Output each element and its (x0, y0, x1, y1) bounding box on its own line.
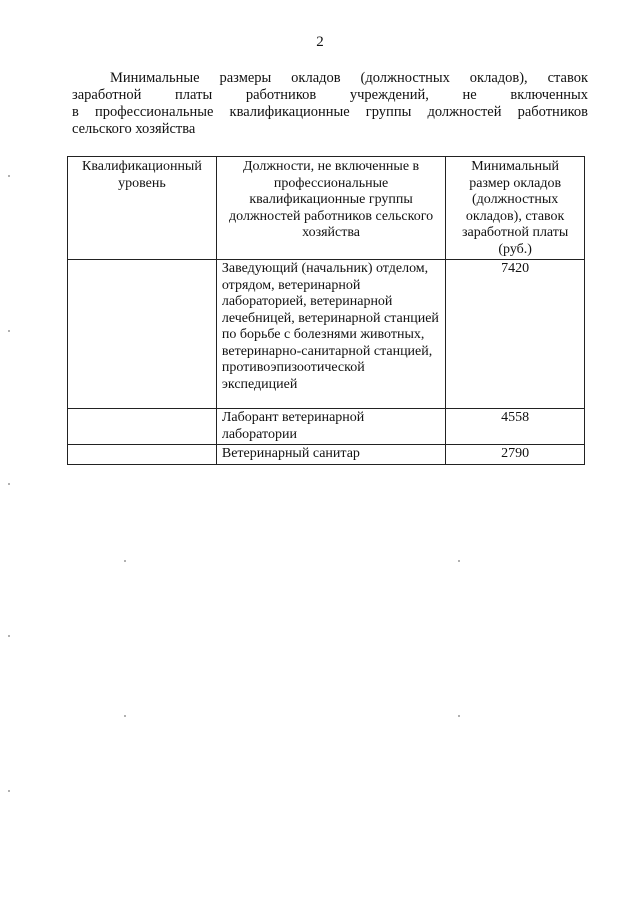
scan-speck (458, 715, 460, 717)
cell-level (68, 445, 217, 465)
cell-level (68, 409, 217, 445)
scan-speck (8, 330, 10, 332)
cell-salary: 4558 (446, 409, 585, 445)
cell-salary: 7420 (446, 260, 585, 409)
header-minimum-salary: Минимальный размер окладов (должностных окладов), ставок заработной платы (руб.) (446, 157, 585, 260)
table-row (68, 409, 585, 445)
table-row (68, 260, 585, 409)
intro-paragraph (72, 70, 588, 138)
scan-speck (8, 175, 10, 177)
scan-speck (8, 635, 10, 637)
header-positions: Должности, не включенные в профессиональные квалификационные группы должностей работников сельского хозяйства (216, 157, 445, 260)
table-header-row (68, 157, 585, 260)
scan-speck (8, 483, 10, 485)
scan-speck (124, 715, 126, 717)
scan-speck (458, 560, 460, 562)
intro-line: Минимальные размеры окладов (должностных окладов), ставок (110, 70, 588, 86)
salary-table (67, 156, 585, 465)
cell-position: Лаборант ветеринарной лаборатории (216, 409, 445, 445)
intro-line: заработной платы работников учреждений, не включенных (72, 87, 588, 103)
cell-salary: 2790 (446, 445, 585, 465)
cell-position: Ветеринарный санитар (216, 445, 445, 465)
header-qualification-level: Квалификационный уровень (68, 157, 217, 260)
intro-line: в профессиональные квалификационные группы должностей работников (72, 104, 588, 120)
cell-position: Заведующий (начальник) отделом, отрядом, ветеринарной лабораторией, ветеринарной лечебницей, ветеринарной станцией по борьбе с болезнями животных, ветеринарно-санитарной станцией, противоэпизоотической экспедицией (216, 260, 445, 409)
intro-line: сельского хозяйства (72, 121, 196, 137)
cell-level (68, 260, 217, 409)
page-number: 2 (316, 34, 324, 50)
scan-speck (124, 560, 126, 562)
table-row (68, 445, 585, 465)
scan-speck (8, 790, 10, 792)
